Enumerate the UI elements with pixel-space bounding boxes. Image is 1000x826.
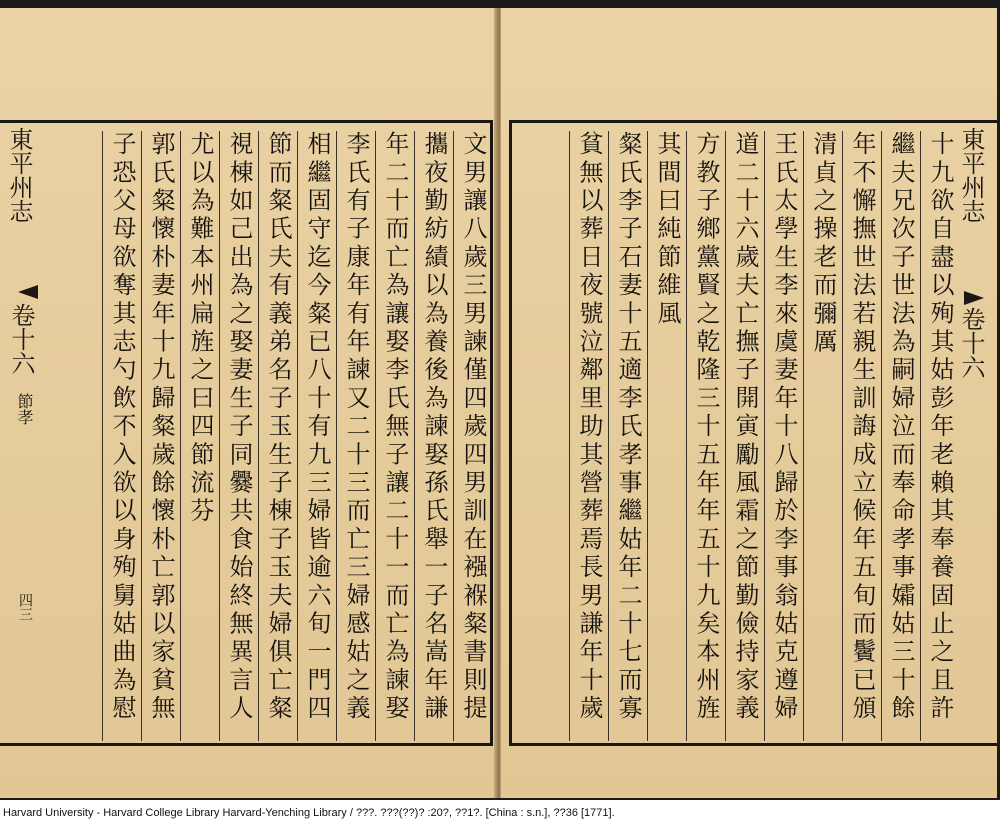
right-text-frame [509, 120, 997, 746]
left-page-number: 四三 [17, 593, 33, 621]
text-column: 相繼固守迄今粲已八十有九三婦皆逾六旬一門四 [297, 131, 336, 741]
text-column: 子恐父母欲奪其志勺飲不入欲以身殉舅姑曲為慰 [102, 131, 141, 741]
text-column: 王氏太學生李來虞妻年十八歸於李事翁姑克遵婦 [764, 131, 803, 741]
text-column: 視棟如己出為之娶妻生子同爨共食始終無異言人 [219, 131, 258, 741]
right-margin-title: 東平州志 [957, 127, 985, 223]
attribution-footer: Harvard University - Harvard College Library Harvard-Yenching Library / ???. ???(??)? :20?, ??1?. [China : s.n.], ??36 [1771]. [0, 800, 1000, 826]
text-column: 貧無以葬日夜號泣鄰里助其營葬焉長男謙年十歲 [569, 131, 608, 741]
right-page [500, 8, 997, 798]
text-column: 道二十六歲夫亡撫子開寅勵風霜之節勤儉持家義 [725, 131, 764, 741]
text-column: 尤以為難本州扁旌之曰四節流芬 [180, 131, 219, 741]
left-margin-volume: 卷十六 [7, 303, 35, 375]
text-column: 其間曰純節維風 [647, 131, 686, 741]
text-column: 方教子鄉黨賢之乾隆三十五年年五十九矣本州旌 [686, 131, 725, 741]
text-column: 年二十而亡為讓娶李氏無子讓二十一而亡為諫娶 [375, 131, 414, 741]
left-margin-title: 東平州志 [5, 127, 33, 223]
text-column: 繼夫兄次子世法為嗣婦泣而奉命孝事孀姑三十餘 [881, 131, 920, 741]
text-column: 粲氏李子石妻十五適李氏孝事繼姑年二十七而寡 [608, 131, 647, 741]
right-margin-volume: 卷十六 [957, 307, 985, 379]
text-column: 文男讓八歲三男諫僅四歲四男訓在襁褓粲書則提 [453, 131, 492, 741]
text-column: 節而粲氏夫有義弟名子玉生子棟子玉夫婦俱亡粲 [258, 131, 297, 741]
text-column: 郭氏粲懷朴妻年十九歸粲歲餘懷朴亡郭以家貧無 [141, 131, 180, 741]
left-margin-section: 節孝 [15, 393, 34, 425]
text-column: 十九欲自盡以殉其姑彭年老賴其奉養固止之且許 [920, 131, 959, 741]
text-column: 攜夜勤紡績以為養後為諫娶孫氏舉一子名嵩年謙 [414, 131, 453, 741]
right-columns [512, 123, 997, 743]
left-columns [0, 123, 490, 743]
text-column: 清貞之操老而彌厲 [803, 131, 842, 741]
text-column: 李氏有子康年有年諫又二十三而亡三婦感姑之義 [336, 131, 375, 741]
text-column: 年不懈撫世法若親生訓誨成立候年五旬而鬢已頒 [842, 131, 881, 741]
left-text-frame [0, 120, 493, 746]
left-page [0, 8, 497, 798]
